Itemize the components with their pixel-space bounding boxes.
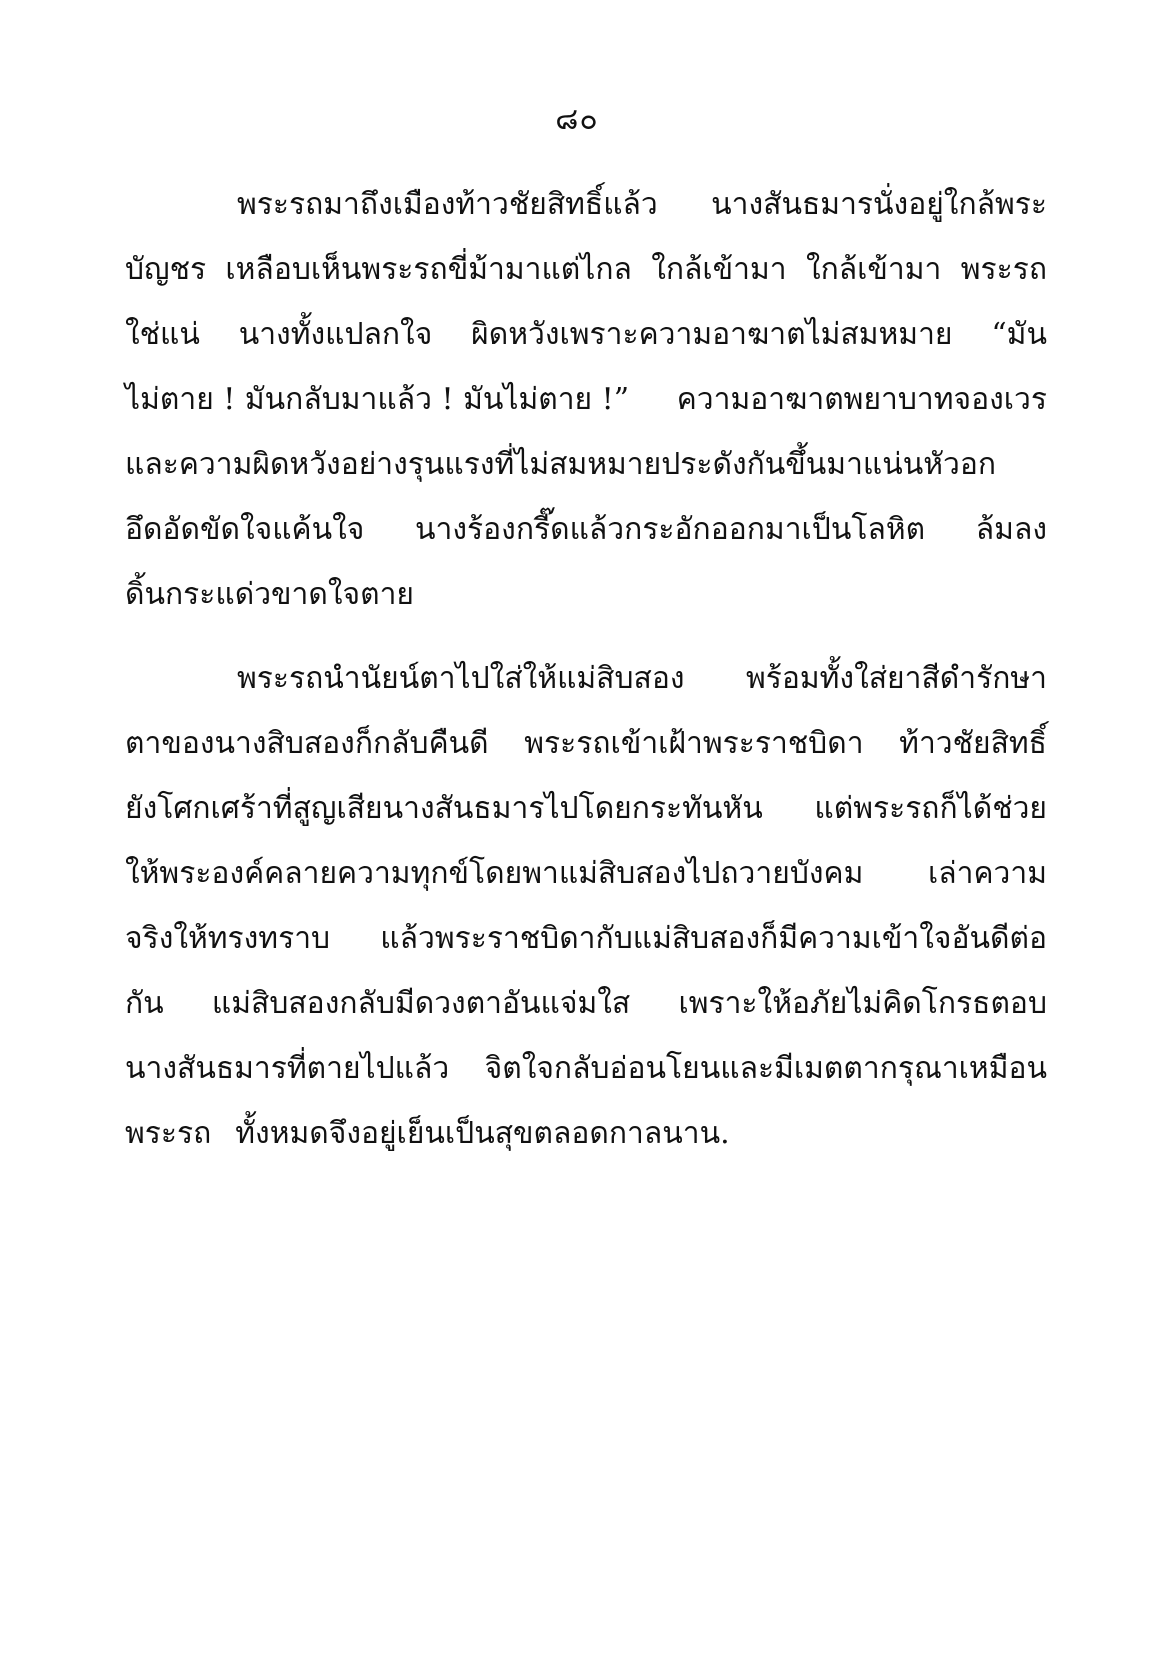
text-line	[125, 1101, 1047, 1166]
text-phrase: ดิ้นกระแด่วขาดใจตาย	[125, 577, 415, 612]
text-phrase: แล้วพระราชบิดากับแม่สิบสองก็มีความเข้าใจอันดีต่อ	[380, 921, 1047, 956]
text-phrase: ล้มลง	[975, 512, 1047, 547]
text-phrase: เหลือบเห็นพระรถขี่ม้ามาแต่ไกล	[225, 252, 632, 287]
text-line	[125, 562, 1047, 627]
text-phrase: แม่สิบสองกลับมีดวงตาอันแจ่มใส	[211, 986, 631, 1021]
text-line	[125, 432, 1047, 497]
text-phrase: ผิดหวังเพราะความอาฆาตไม่สมหมาย	[471, 317, 953, 352]
text-phrase: “มัน	[991, 317, 1047, 352]
text-phrase: พระรถเข้าเฝ้าพระราชบิดา	[524, 726, 864, 761]
text-line	[125, 841, 1047, 906]
text-phrase: นางร้องกรี๊ดแล้วกระอักออกมาเป็นโลหิต	[415, 512, 926, 547]
text-phrase: พระรถ	[125, 1116, 212, 1151]
text-phrase: นางสันธมารนั่งอยู่ใกล้พระ	[711, 187, 1047, 222]
paragraph	[125, 646, 1047, 1166]
text-phrase: ยังโศกเศร้าที่สูญเสียนางสันธมารไปโดยกระทันหัน	[125, 791, 763, 826]
text-phrase: อึดอัดขัดใจแค้นใจ	[125, 512, 365, 547]
text-phrase: พระรถ	[960, 252, 1047, 287]
text-phrase: ไม่ตาย ! มันกลับมาแล้ว ! มันไม่ตาย !”	[125, 382, 630, 417]
story-text	[125, 172, 1047, 1166]
page-number: ๘๐	[555, 102, 599, 137]
text-phrase: เพราะให้อภัยไม่คิดโกรธตอบ	[678, 986, 1047, 1021]
paragraph	[125, 172, 1047, 627]
text-phrase: นางทั้งแปลกใจ	[238, 317, 433, 352]
text-phrase: ให้พระองค์คลายความทุกข์โดยพาแม่สิบสองไปถวายบังคม	[125, 856, 864, 891]
text-phrase: ใช่แน่	[125, 317, 200, 352]
text-phrase: ใกล้เข้ามา	[651, 252, 787, 287]
text-line	[125, 237, 1047, 302]
text-phrase: ใกล้เข้ามา	[805, 252, 942, 287]
text-phrase: นางสันธมารที่ตายไปแล้ว	[125, 1051, 450, 1086]
text-line	[125, 497, 1047, 562]
text-phrase: พระรถนำนัยน์ตาไปใส่ให้แม่สิบสอง	[237, 661, 685, 696]
text-phrase: ตาของนางสิบสองก็กลับคืนดี	[125, 726, 489, 761]
text-line	[125, 906, 1047, 971]
text-phrase: และความผิดหวังอย่างรุนแรงที่ไม่สมหมายประดังกันขึ้นมาแน่นหัวอก	[125, 447, 997, 482]
text-line	[125, 302, 1047, 367]
text-line	[125, 1036, 1047, 1101]
text-phrase: พระรถมาถึงเมืองท้าวชัยสิทธิ์แล้ว	[237, 187, 658, 222]
text-phrase: ทั้งหมดจึงอยู่เย็นเป็นสุขตลอดกาลนาน.	[235, 1116, 730, 1151]
paragraph-gap	[125, 627, 1047, 646]
text-phrase: จริงให้ทรงทราบ	[125, 921, 331, 956]
text-phrase: แต่พระรถก็ได้ช่วย	[814, 791, 1047, 826]
text-line	[125, 711, 1047, 776]
text-phrase: พร้อมทั้งใส่ยาสีดำรักษา	[745, 661, 1047, 696]
text-line	[125, 646, 1047, 711]
text-line	[125, 776, 1047, 841]
text-phrase: เล่าความ	[927, 856, 1047, 891]
text-line	[125, 367, 1047, 432]
text-phrase: ท้าวชัยสิทธิ์	[899, 726, 1047, 761]
text-phrase: ความอาฆาตพยาบาทจองเวร	[676, 382, 1047, 417]
text-phrase: กัน	[125, 986, 164, 1021]
text-line	[125, 172, 1047, 237]
text-line	[125, 971, 1047, 1036]
text-phrase: จิตใจกลับอ่อนโยนและมีเมตตากรุณาเหมือน	[484, 1051, 1047, 1086]
text-phrase: บัญชร	[125, 252, 207, 287]
